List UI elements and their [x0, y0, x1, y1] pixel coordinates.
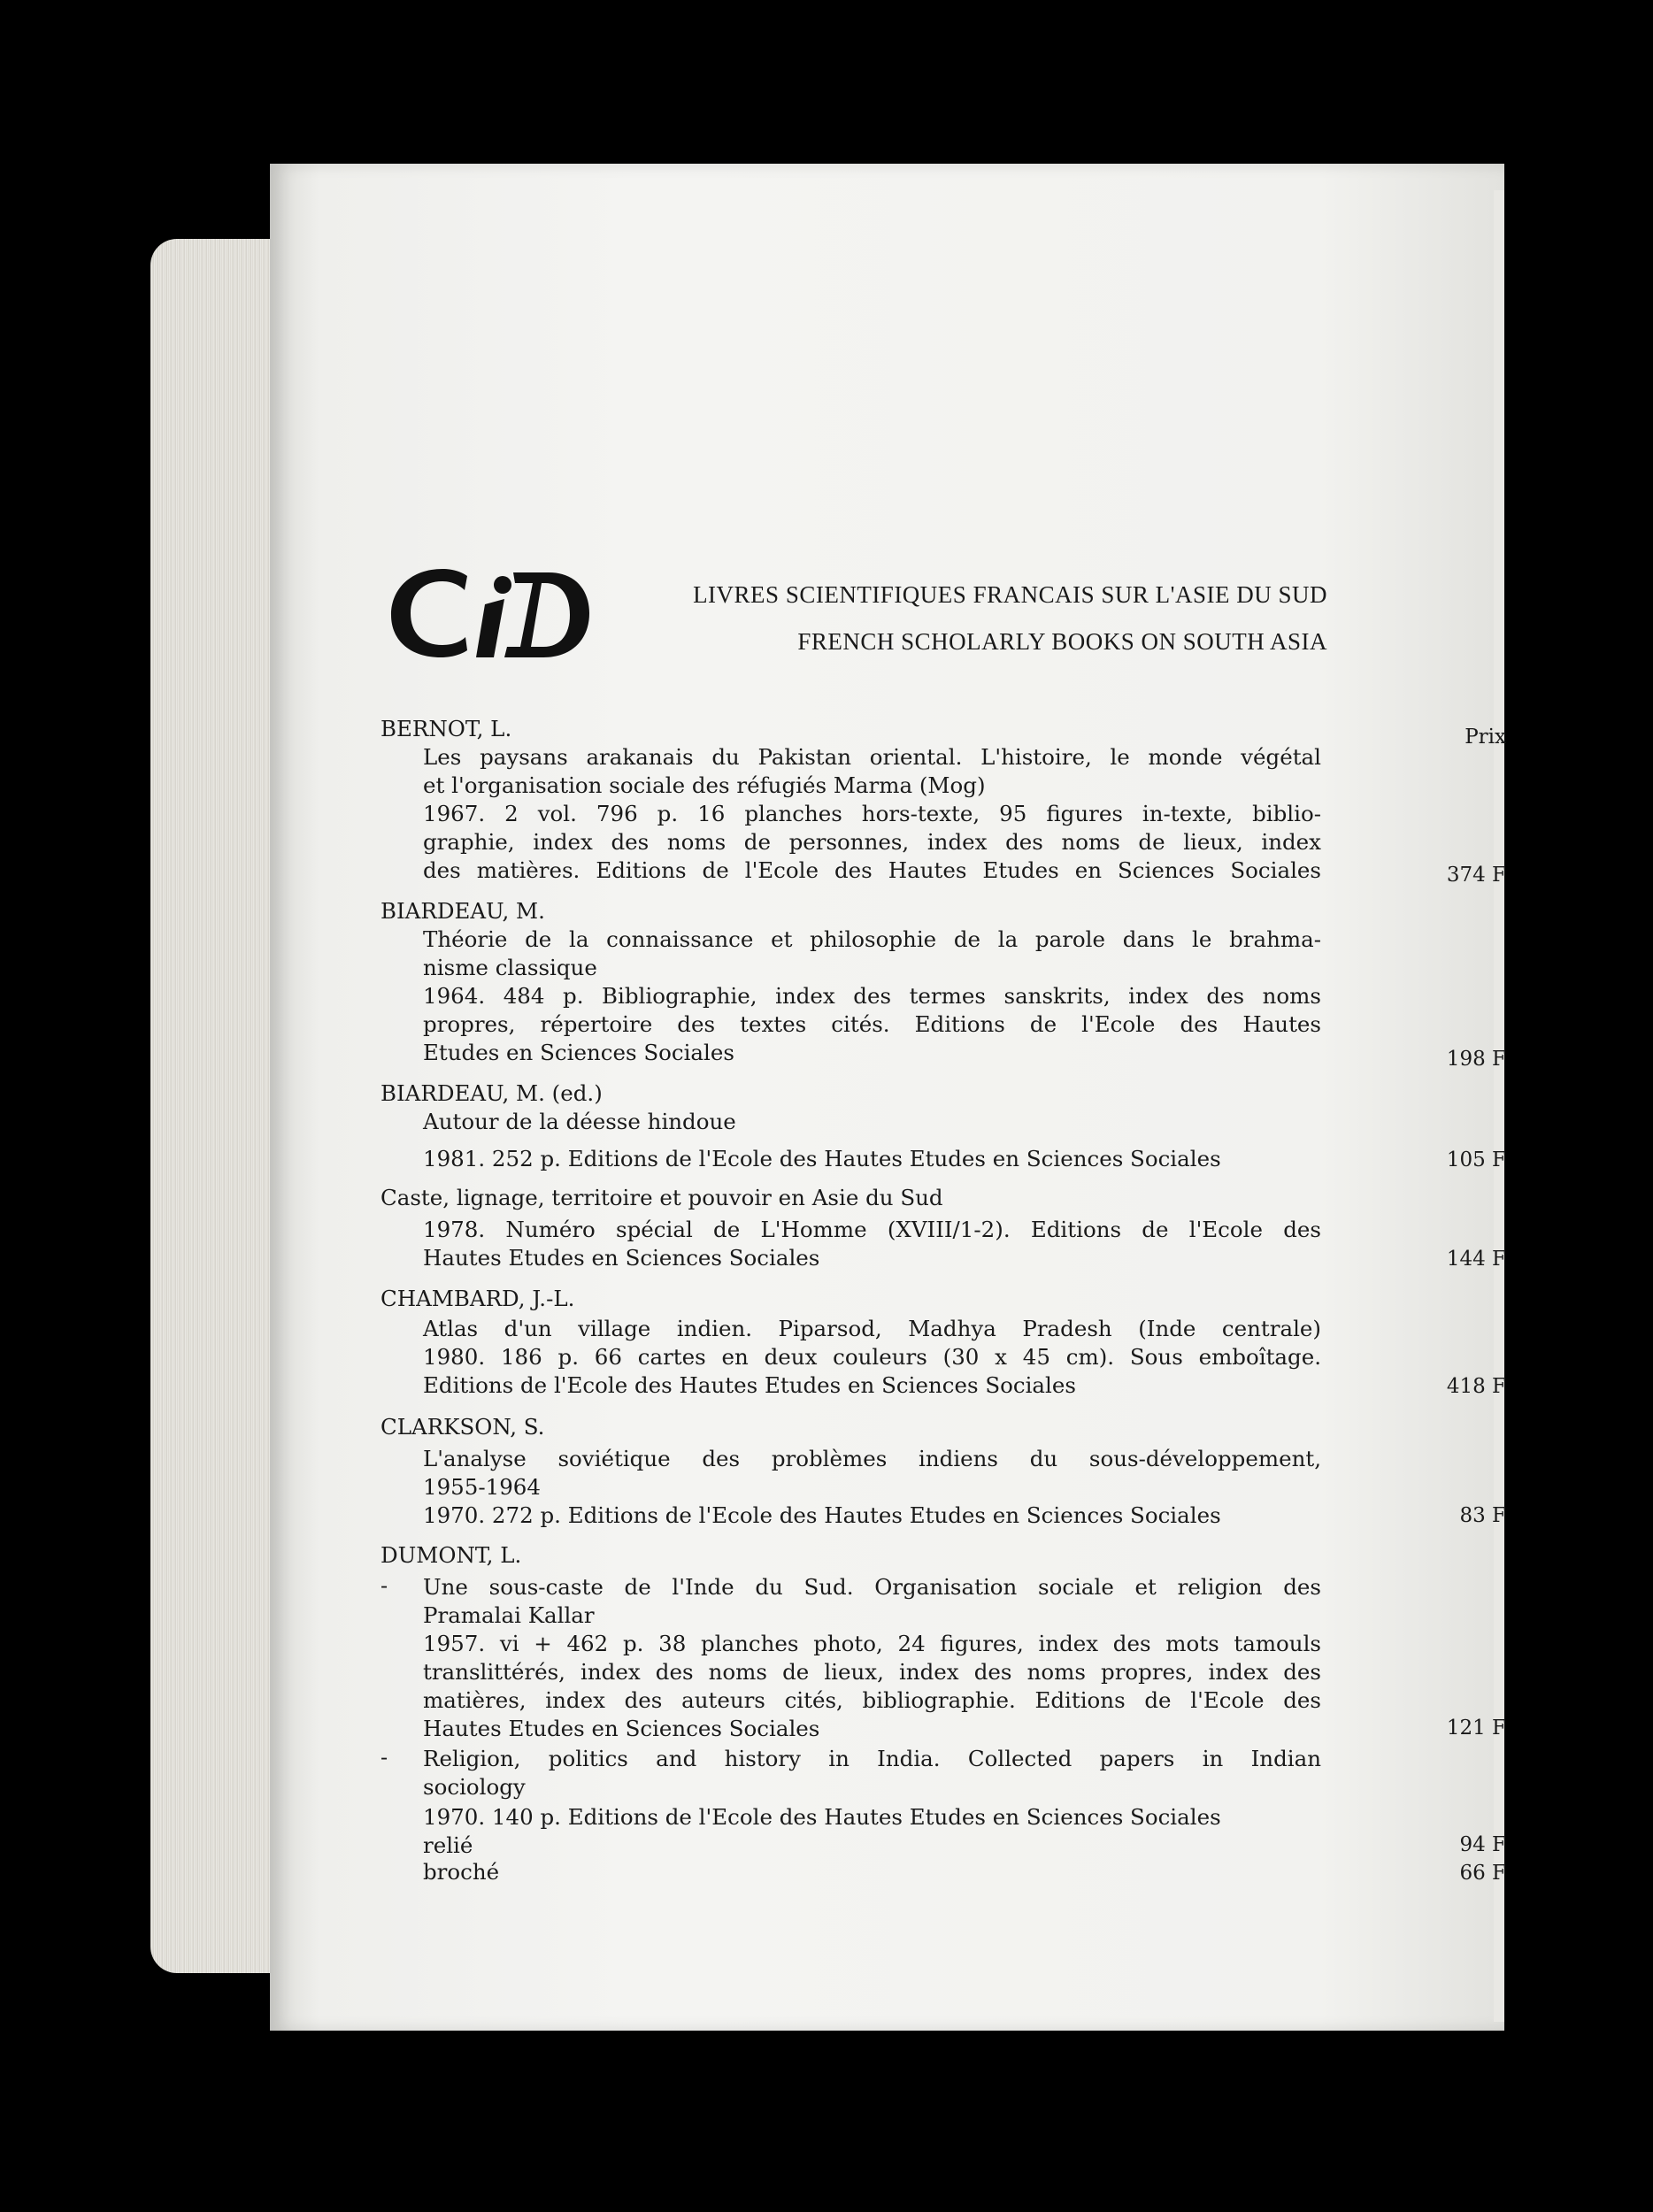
- entry-price: 121 F: [1446, 1717, 1506, 1740]
- entry-title: Les paysans arakanais du Pakistan oriental. L'histoire, le monde végétal: [423, 744, 1321, 770]
- binding-option: relié: [423, 1832, 473, 1858]
- entry-details: 1957. vi + 462 p. 38 planches photo, 24 figures, index des mots tamouls: [423, 1631, 1321, 1656]
- entry-title: 1955-1964: [423, 1474, 541, 1500]
- entry-price: 374 F: [1446, 864, 1506, 887]
- header-title-fr: LIVRES SCIENTIFIQUES FRANCAIS SUR L'ASIE DU SUD: [693, 581, 1327, 608]
- binding-option: broché: [423, 1859, 500, 1885]
- entry-title: Religion, politics and history in India. Collected papers in Indian: [423, 1746, 1321, 1771]
- entry-title: sociology: [423, 1774, 526, 1800]
- entry-author: BIARDEAU, M.: [381, 898, 545, 924]
- entry-details: Etudes en Sciences Sociales: [423, 1040, 734, 1065]
- entry-author: Caste, lignage, territoire et pouvoir en Asie du Sud: [381, 1185, 943, 1210]
- entry-price: 198 F: [1446, 1048, 1506, 1071]
- entry-details: Editions de l'Ecole des Hautes Etudes en Sciences Sociales: [423, 1372, 1076, 1398]
- entry-price: 83 F: [1459, 1504, 1506, 1527]
- entry-title: Une sous-caste de l'Inde du Sud. Organisation sociale et religion des: [423, 1574, 1321, 1600]
- entry-title: Pramalai Kallar: [423, 1602, 595, 1628]
- entry-details: matières, index des auteurs cités, bibliographie. Editions de l'Ecole des: [423, 1687, 1321, 1713]
- entry-title: L'analyse soviétique des problèmes indiens du sous-développement,: [423, 1446, 1321, 1471]
- page-right-edge: [1494, 190, 1504, 2022]
- list-dash: -: [381, 1573, 388, 1598]
- entry-title: Théorie de la connaissance et philosophie de la parole dans le brahma-: [423, 926, 1321, 952]
- entry-price: 418 F: [1446, 1375, 1506, 1398]
- entry-details: Hautes Etudes en Sciences Sociales: [423, 1716, 820, 1741]
- entry-author: BERNOT, L.: [381, 716, 512, 741]
- cid-logo: [381, 553, 593, 668]
- entry-author: CHAMBARD, J.-L.: [381, 1286, 575, 1311]
- entry-author: CLARKSON, S.: [381, 1414, 545, 1440]
- entry-details: des matières. Editions de l'Ecole des Hautes Etudes en Sciences Sociales: [423, 857, 1321, 883]
- entry-author: BIARDEAU, M. (ed.): [381, 1080, 603, 1106]
- entry-details: 1967. 2 vol. 796 p. 16 planches hors-texte, 95 figures in-texte, biblio-: [423, 801, 1321, 826]
- entry-title: nisme classique: [423, 955, 597, 980]
- entry-details: translittérés, index des noms de lieux, index des noms propres, index des: [423, 1659, 1321, 1685]
- entry-price: 94 F: [1459, 1833, 1506, 1856]
- entry-details: 1964. 484 p. Bibliographie, index des termes sanskrits, index des noms: [423, 983, 1321, 1009]
- entry-details: graphie, index des noms de personnes, index des noms de lieux, index: [423, 829, 1321, 855]
- entry-details: Hautes Etudes en Sciences Sociales: [423, 1245, 820, 1271]
- entry-title: Autour de la déesse hindoue: [423, 1109, 736, 1134]
- price-column-heading: Prix: [1465, 726, 1506, 749]
- entry-details: 1970. 140 p. Editions de l'Ecole des Hautes Etudes en Sciences Sociales: [423, 1804, 1221, 1830]
- entry-details: propres, répertoire des textes cités. Editions de l'Ecole des Hautes: [423, 1011, 1321, 1037]
- entry-details: 1978. Numéro spécial de L'Homme (XVIII/1-2). Editions de l'Ecole des: [423, 1217, 1321, 1242]
- entry-details: 1970. 272 p. Editions de l'Ecole des Hautes Etudes en Sciences Sociales: [423, 1502, 1221, 1528]
- entry-title: et l'organisation sociale des réfugiés Marma (Mog): [423, 772, 986, 798]
- entry-price: 144 F: [1446, 1248, 1506, 1271]
- entry-title: Atlas d'un village indien. Piparsod, Madhya Pradesh (Inde centrale): [423, 1316, 1321, 1341]
- entry-author: DUMONT, L.: [381, 1542, 522, 1568]
- header-title-en: FRENCH SCHOLARLY BOOKS ON SOUTH ASIA: [797, 628, 1327, 655]
- entry-details: 1980. 186 p. 66 cartes en deux couleurs (30 x 45 cm). Sous emboîtage.: [423, 1344, 1321, 1370]
- list-dash: -: [381, 1745, 388, 1770]
- entry-price: 105 F: [1446, 1148, 1506, 1171]
- entry-price: 66 F: [1459, 1862, 1506, 1885]
- entry-details: 1981. 252 p. Editions de l'Ecole des Hautes Etudes en Sciences Sociales: [423, 1146, 1221, 1171]
- catalog-header: [381, 553, 1327, 668]
